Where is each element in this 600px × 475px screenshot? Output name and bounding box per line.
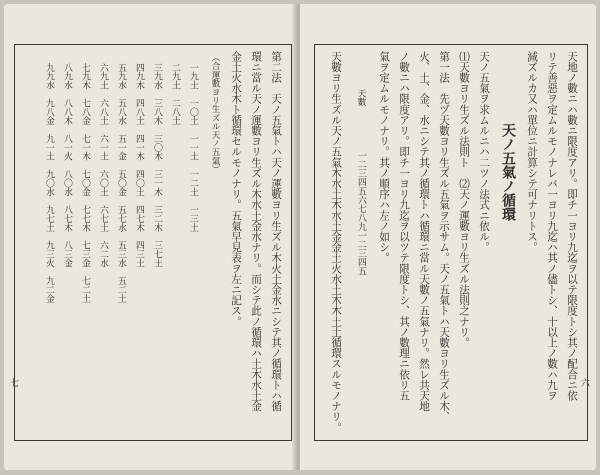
left-intro-line-1: 第二法 天ノ五氣トハ天ノ運數ヨリ生ズル木火土金水ニシテ其ノ循環トハ循 [270, 51, 282, 412]
table-column-4: 四九木 四八土 四一木 四〇土 四七木 四三土 [134, 63, 144, 268]
right-body-line-3: 第一法 先ヅ天數ヨリ生ズル五氣ヲ示サム。天ノ五氣トハ天數ヨリ生ズル木、 [438, 51, 450, 422]
right-body-line-4: 火、土、金、水ニシテ其ノ循環トハ循環ニ當ル天數ノ五氣ナリ。然レ共天地 [418, 51, 430, 412]
right-top-line-1: 天地ノ數ニハ數ニ限度アリ。即チ一ヨリ九迄ヲ以テ限度トシ其ノ配合ニ依 [566, 51, 578, 401]
right-page-number: 六 [580, 379, 590, 389]
table-column-5: 五九水 五八水 五一金 五〇金 五七水 五三水 五二土 [116, 63, 126, 304]
right-page-frame [314, 44, 588, 441]
numbers-line: 一二三四五六七八九一二三四五 [356, 151, 366, 276]
table-column-9: 九九水 九八金 九一土 九〇水 九七土 九三火 九二金 [44, 63, 54, 304]
table-column-7: 七九木 七八金 七一木 七〇金 七七木 七三金 七二土 [80, 63, 90, 304]
right-body-line-6: 氣ヲ定ムルモノナリ。其ノ順序ハ左ノ如シ。 [378, 51, 390, 263]
table-column-2: 二九土 二八土 [170, 63, 180, 126]
table-title: （合運數ヨリ生ズル天ノ五氣） [210, 53, 220, 174]
left-intro-line-3: 金土火水木ト循環セルモノナリ。五氣早見表ヲ左ニ記ス。 [230, 51, 242, 327]
table-column-1: 一九土 一〇土 一一土 一二土 一三土 [188, 63, 198, 232]
right-top-line-3: 減ズルカ又ハ單位ニ計算シテ可ナリトス。 [526, 51, 538, 253]
section-heading: 天ノ五氣ノ循環 [500, 123, 516, 221]
right-body-line-2: ⑴天數ヨリ生ズル法則ト ⑵天ノ運數ヨリ生ズル法則之ナリ。 [458, 51, 470, 348]
table-column-3: 三九水 三八木 三〇木 三一木 三二木 三七土 [152, 63, 162, 268]
left-page-number: 七 [10, 379, 20, 389]
right-body-line-1: 天ノ五氣ヲ求ムルニハ二ツノ法式ニ依ル。 [478, 51, 490, 253]
right-page [300, 4, 596, 470]
right-body-line-5: ノ數ニハ限度アリ。即チ一ヨリ九迄ヲ以ツテ限度トシ、其ノ數理ニ依リ五 [398, 51, 410, 401]
table-column-6: 六九土 六八土 六一土 六〇土 六七土 六二水 [98, 63, 108, 268]
table-label: 天數 [356, 89, 366, 107]
elements-line: 天數ヨリ生ズル天ノ五氣木水土木水土金金土火水土木木土土循環スルモノナリ。 [330, 51, 342, 433]
table-column-8: 八九水 八八木 八一火 八〇水 八七木 八三金 [62, 63, 72, 268]
left-intro-line-2: 環ニ當ル天ノ運數ヨリ生ズル木水土金水ナリ。而シテ此ノ循環ハ土木水土金 [250, 51, 262, 412]
right-top-line-2: リテ善惡ヲ定ムルモノナレバ一ヨリ九迄ハ其ノ儘トシ、十以上ノ數ハ九ヲ [546, 51, 558, 401]
left-page [4, 4, 296, 470]
left-page-frame [14, 44, 292, 441]
